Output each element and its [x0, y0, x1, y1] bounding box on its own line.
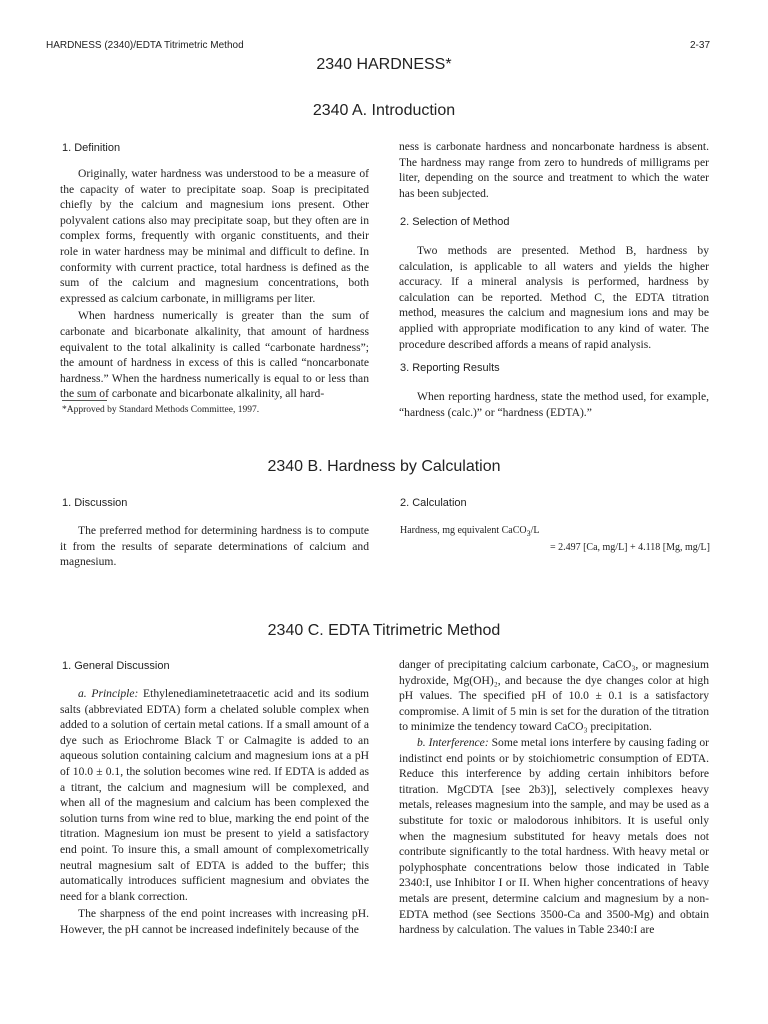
section-a-heading-selection: 2. Selection of Method — [400, 216, 510, 228]
calculation-formula: = 2.497 [Ca, mg/L] + 4.118 [Mg, mg/L] — [549, 542, 710, 553]
paragraph: a. Principle: Ethylenediaminetetraacetic acid and its sodium salts (abbreviated EDTA) form a chelated soluble complex when added to a solution of certain metal cations. If a small amount of a dye such as Eriochrome Black T or Calmagite is added to an aqueous solution containing calcium and magnesium ions at a pH of 10.0 ± 0.1, the solution becomes wine red. If EDTA is added as a titrant, the calcium and magnesium will be complexed, and when all of the magnesium and calcium has been complexed the solution turns from wine red to blue, marking the end point of the titration. Magnesium ion must be present to yield a satisfactory end point. To insure this, a small amount of complexometrically neutral magnesium salt of EDTA is added to the buffer; this automatically introduces sufficient magnesium and obviates the need for a blank correction. — [60, 687, 369, 903]
paragraph: The sharpness of the end point increases with increasing pH. However, the pH cannot be increased indefinitely because of the — [60, 907, 369, 936]
section-b-title: 2340 B. Hardness by Calculation — [267, 458, 501, 475]
interference-label: b. Interference: — [417, 735, 489, 749]
footnote: *Approved by Standard Methods Committee, 1997. — [62, 405, 260, 415]
paragraph: When hardness numerically is greater than the sum of carbonate and bicarbonate alkalinity, that amount of hardness equivalent to the total alkalinity is called “carbonate hardness”; the amount of hardness in excess of this is called “noncarbonate hardness.” When the hardness numerically is equal to or less than the sum of carbonate and bicarbonate alkalinity, all hard- — [60, 309, 369, 401]
section-b-heading-calculation: 2. Calculation — [400, 497, 467, 509]
paragraph: b. Interference: Some metal ions interfere by causing fading or indistinct end points or by stoichiometric consumption of EDTA. Reduce this interference by adding certain inhibitors before titration. MgCDTA [see 2b3)], selectively complexes heavy metals, releases magnesium into the sample, and may be used as a substitute for toxic or malodorous inhibitors. It is useful only when the magnesium substituted for heavy metals does not contribute significantly to the total hardness. With heavy metal or polyphosphate concentrations below those indicated in Table 2340:I, use Inhibitor I or II. When higher concentrations of heavy metals are present, determine calcium and magnesium by a non-EDTA method (see Sections 3500-Ca and 3500-Mg) and obtain hardness by calculation. The values in Table 2340:I are — [399, 735, 709, 937]
discussion-paragraph-box — [60, 523, 369, 570]
paragraph: The preferred method for determining hardness is to compute it from the results of separate determinations of calcium and magnesium. — [60, 524, 369, 569]
paragraph: danger of precipitating calcium carbonate, CaCO₃, or magnesium hydroxide, Mg(OH)₂, and because the dye changes color at high pH values. The specified pH of 10.0 ± 0.1 is a satisfactory compromise. A limit of 5 min is set for the duration of the titration to minimize the tendency toward CaCO₃ precipitation. — [399, 658, 709, 734]
main-title: 2340 HARDNESS* — [316, 56, 452, 73]
section-c-heading-general: 1. General Discussion — [62, 660, 170, 672]
section-a-heading-definition: 1. Definition — [62, 142, 121, 154]
section-b-heading-discussion: 1. Discussion — [62, 497, 128, 509]
section-c-title: 2340 C. EDTA Titrimetric Method — [267, 622, 501, 639]
selection-paragraph-box — [399, 243, 709, 352]
section-a-heading-reporting: 3. Reporting Results — [400, 362, 500, 374]
reporting-paragraph-box — [399, 389, 709, 420]
page-number: 2-37 — [689, 40, 710, 51]
paragraph: Originally, water hardness was understood to be a measure of the capacity of water to precipitate soap. Soap is precipitated chiefly by the calcium and magnesium ions present. Other polyvalent cations also may precipitate soap, but they often are in complex forms, frequently with organic constituents, and their role in water hardness may be minimal and difficult to define. In conformity with current practice, total hardness is defined as the sum of the calcium and magnesium concentrations, both expressed as calcium carbonate, in milligrams per liter. — [60, 167, 369, 305]
footnote-rule — [62, 400, 107, 401]
running-header-left: HARDNESS (2340)/EDTA Titrimetric Method — [46, 40, 244, 51]
section-a-right-column — [399, 139, 709, 201]
principle-label: a. Principle: — [78, 687, 139, 700]
paragraph: Two methods are presented. Method B, hardness by calculation, is applicable to all waters and yields the higher accuracy. If a mineral analysis is performed, hardness by calculation can be reported. Method C, the EDTA titration method, measures the calcium and magnesium ions and may be applied with appropriate modification to any kind of water. The procedure described affords a means of rapid analysis. — [399, 244, 709, 351]
paragraph: When reporting hardness, state the method used, for example, “hardness (calc.)” or “hardness (EDTA).” — [399, 390, 709, 419]
calculation-label: Hardness, mg equivalent CaCO$_3$/L — [400, 525, 540, 538]
section-c-left-column — [60, 686, 369, 938]
paragraph: ness is carbonate hardness and noncarbonate hardness is absent. The hardness may range from zero to hundreds of milligrams per liter, depending on the source and treatment to which the water has been subjected. — [399, 140, 709, 200]
section-c-right-column — [399, 657, 709, 938]
section-a-left-column — [60, 166, 369, 402]
section-a-title: 2340 A. Introduction — [312, 102, 456, 119]
